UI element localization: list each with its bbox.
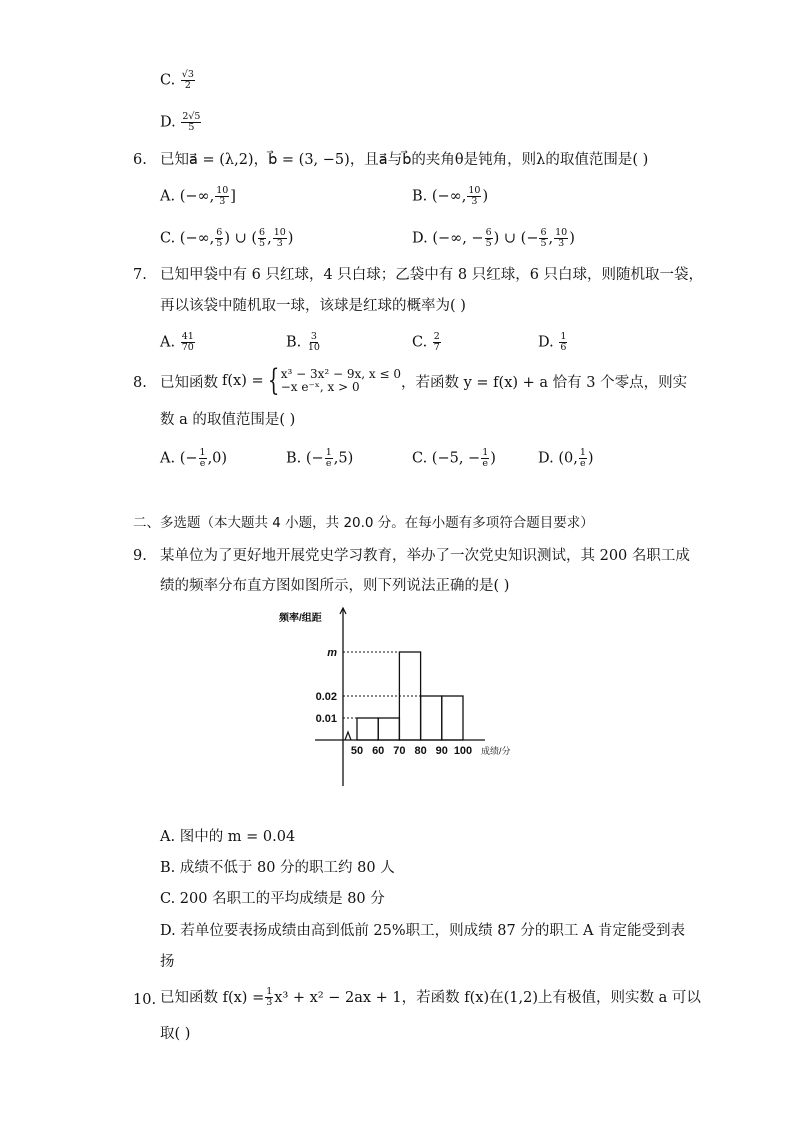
q9-number: 9. (133, 548, 147, 564)
histogram-bar (357, 718, 378, 740)
axis-break (345, 732, 351, 740)
q6-option-b[interactable]: B. (−∞, $\frac{10}{3}$ ) (412, 185, 489, 207)
fraction: $\frac{10}{3}$ (555, 227, 568, 249)
q6-option-d[interactable]: D. (−∞, − $\frac{6}{5}$ ) ∪ (− $\frac{6}{5}$ , $\frac{10}{3}$ ) (412, 227, 575, 249)
fraction: $\frac{6}{5}$ (540, 227, 547, 249)
x-tick-label: 70 (393, 745, 406, 757)
q8-option-c[interactable]: C. (−5, − $\frac{1}{e}$ ) (412, 447, 496, 469)
x-tick-label: 80 (414, 745, 427, 757)
fraction: $\frac{6}{5}$ (485, 227, 492, 249)
frequency-histogram (275, 598, 535, 794)
x-tick-label: 60 (372, 745, 385, 757)
fraction: $\frac{41}{70}$ (181, 331, 194, 353)
fraction: $\frac{1}{e}$ (579, 447, 586, 469)
q9-stem-line2: 绩的频率分布直方图如图所示，则下列说法正确的是( ) (160, 578, 510, 594)
q6-number: 6. (133, 152, 147, 168)
x-axis-label: 成绩/分 (481, 746, 511, 756)
q8-option-b[interactable]: B. (− $\frac{1}{e}$ ,5) (286, 447, 354, 469)
x-tick-label: 50 (350, 745, 364, 757)
q8-option-a[interactable]: A. (− $\frac{1}{e}$ ,0) (160, 447, 228, 469)
q9-stem-line1: 某单位为了更好地开展党史学习教育，举办了一次党史知识测试，其 200 名职工成 (160, 548, 690, 564)
fraction: $\frac{1}{e}$ (199, 447, 206, 469)
x-tick-label: 100 (453, 745, 473, 757)
fraction: $\frac{6}{5}$ (216, 227, 223, 249)
fraction: $\frac{1}{6}$ (560, 331, 567, 353)
fraction: $\frac{3}{10}$ (307, 331, 320, 353)
x-tick-label: 90 (435, 745, 448, 757)
fraction: $\frac{1}{e}$ (325, 447, 332, 469)
q7-option-a[interactable]: A. $\frac{41}{70}$ (160, 331, 194, 353)
fraction: $\frac{1}{e}$ (482, 447, 489, 469)
q5-option-d[interactable]: D. $\frac{2√5}{5}$ (160, 111, 201, 133)
y-tick-label: m (327, 647, 337, 659)
histogram-bar (442, 696, 463, 740)
q6-option-c[interactable]: C. (−∞, $\frac{6}{5}$ ) ∪ ( $\frac{6}{5}$ , $\frac{10}{3}$ ) (160, 227, 294, 249)
q7-option-b[interactable]: B. $\frac{3}{10}$ (286, 331, 320, 353)
q7-option-c[interactable]: C. $\frac{2}{7}$ (412, 331, 440, 353)
fraction: $\frac{6}{5}$ (259, 227, 266, 249)
q7-stem-line1: 已知甲袋中有 6 只红球，4 只白球；乙袋中有 8 只红球，6 只白球，则随机取一袋， (160, 267, 704, 283)
fraction: $\frac{10}{3}$ (468, 185, 481, 207)
q7-stem-line2: 再以该袋中随机取一球，该球是红球的概率为( ) (160, 298, 466, 314)
q6-stem: 已知a⃗ = (λ,2)，b⃗ = (3, −5)，且a⃗与b⃗的夹角θ是钝角，则λ的取值范围是( ) (160, 152, 649, 168)
q9-option-d-line2: 扬 (160, 954, 175, 970)
q6-option-a[interactable]: A. (−∞, $\frac{10}{3}$ ] (160, 185, 236, 207)
y-axis-label: 频率/组距 (279, 613, 322, 624)
q9-option-a[interactable]: A. 图中的 m = 0.04 (160, 829, 296, 845)
histogram-bar (421, 696, 442, 740)
histogram-bar (399, 652, 420, 740)
section-heading-multiple-choice: 二、多选题（本大题共 4 小题，共 20.0 分。在每小题有多项符合题目要求） (133, 515, 594, 531)
fraction: $\frac{10}{3}$ (216, 185, 229, 207)
q8-option-d[interactable]: D. (0, $\frac{1}{e}$ ) (538, 447, 594, 469)
q9-option-b[interactable]: B. 成绩不低于 80 分的职工约 80 人 (160, 860, 395, 876)
q7-number: 7. (133, 267, 147, 283)
q5-option-c[interactable]: C. $\frac{√3}{2}$ (160, 69, 194, 91)
histogram-bar (378, 718, 399, 740)
fraction: $\frac{2}{7}$ (433, 331, 440, 353)
fraction: $\frac{10}{3}$ (273, 227, 286, 249)
q9-option-d-line1[interactable]: D. 若单位要表扬成绩由高到低前 25%职工，则成绩 87 分的职工 A 肯定能受到表 (160, 923, 686, 939)
q10-stem-line2: 取( ) (160, 1026, 191, 1042)
fraction: $\frac{1}{3}$ (266, 986, 273, 1008)
q10-stem: 已知函数 f(x) = $\frac{1}{3}$ x³ + x² − 2ax + 1，若函数 f(x)在(1,2)上有极值，则实数 a 可以 (160, 986, 701, 1008)
q5-option-c-fraction: $\frac{√3}{2}$ (181, 69, 194, 91)
y-tick-label: 0.01 (315, 713, 337, 725)
q7-option-d[interactable]: D. $\frac{1}{6}$ (538, 331, 567, 353)
q8-stem: 已知函数 f(x) = { x³ − 3x² − 9x, x ≤ 0 −x e⁻ˣ, x > 0 ，若函数 y = f(x) + a 恰有 3 个零点，则实 (160, 363, 688, 398)
q8-number: 8. (133, 375, 147, 391)
q10-number: 10. (133, 992, 157, 1008)
q5-option-d-fraction: $\frac{2√5}{5}$ (182, 111, 201, 133)
q9-option-c[interactable]: C. 200 名职工的平均成绩是 80 分 (160, 891, 385, 907)
q8-stem-line2: 数 a 的取值范围是( ) (160, 412, 296, 428)
piecewise-function: { x³ − 3x² − 9x, x ≤ 0 −x e⁻ˣ, x > 0 (267, 363, 401, 398)
y-tick-label: 0.02 (315, 691, 337, 703)
